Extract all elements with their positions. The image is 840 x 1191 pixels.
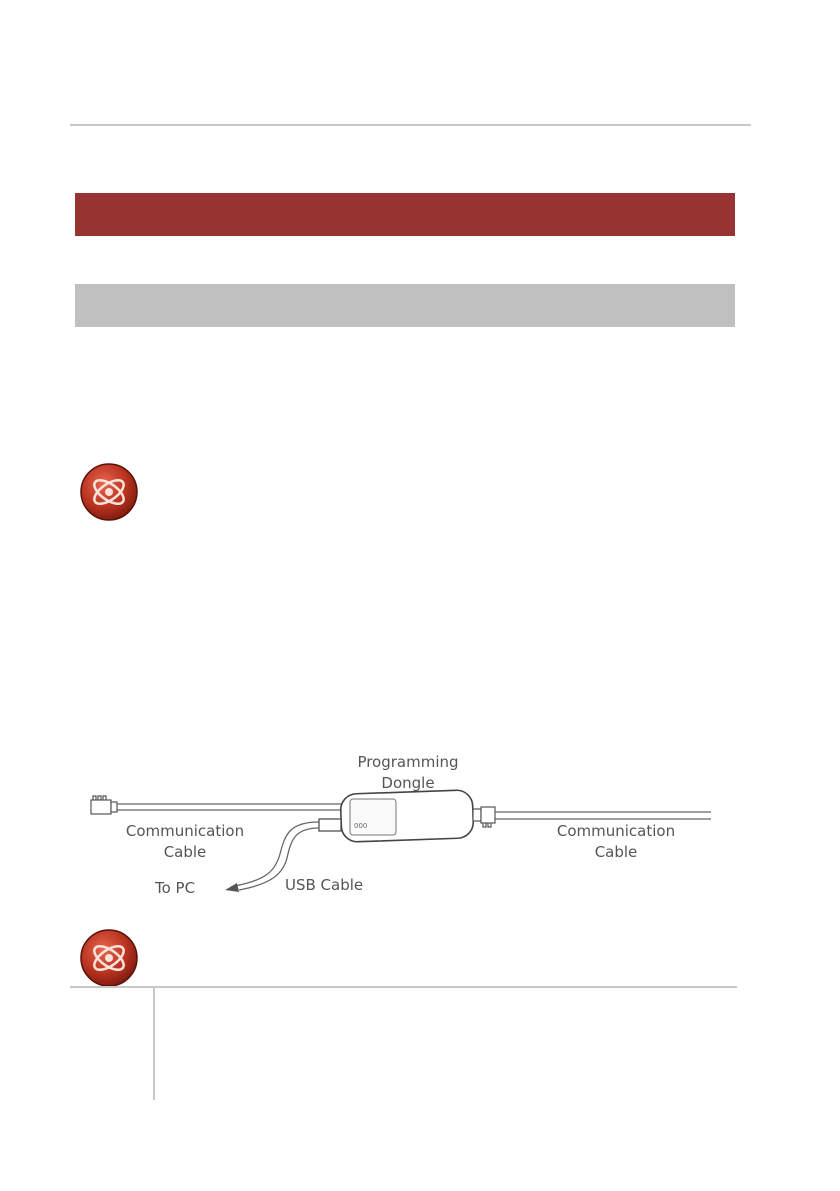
to-pc-label: To PC (155, 879, 196, 897)
table-top-rule (70, 986, 737, 988)
header-rule (70, 124, 751, 126)
left-comm-cable (117, 804, 343, 810)
note-badge-icon (79, 462, 139, 522)
subsection-heading-bar (75, 284, 735, 327)
section-heading-bar (75, 193, 735, 236)
dongle-label (343, 752, 473, 794)
table-column-divider (153, 986, 155, 1100)
svg-text:000: 000 (354, 822, 368, 830)
dongle-label-line2: Dongle (381, 774, 435, 792)
right-cable-label-line1: Communication (556, 822, 676, 840)
programming-dongle-diagram (75, 744, 745, 914)
right-connector (473, 807, 495, 827)
to-pc-arrow (225, 883, 239, 892)
left-cable-label-line1: Communication (125, 822, 245, 840)
dongle-body (340, 790, 474, 843)
usb-plug (319, 819, 341, 831)
right-cable-label-line2: Cable (594, 843, 638, 861)
left-connector (91, 796, 117, 814)
note-badge-icon (79, 928, 139, 988)
left-cable-label-line2: Cable (163, 843, 207, 861)
usb-cable-label: USB Cable (285, 876, 364, 894)
right-cable-label (546, 821, 686, 863)
dongle-label-line1: Programming (357, 753, 459, 771)
right-comm-cable (495, 812, 711, 819)
left-cable-label (115, 821, 255, 863)
